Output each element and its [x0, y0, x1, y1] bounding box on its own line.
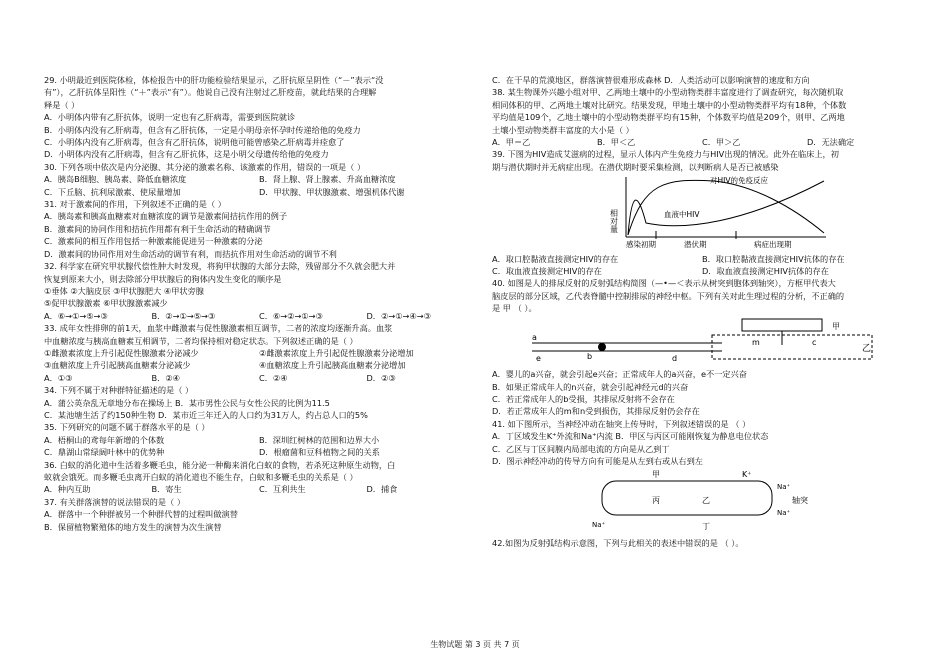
x3-label: 病症出现期 [754, 240, 792, 250]
question-options [44, 310, 474, 322]
question-block [44, 421, 474, 458]
question-pair [44, 434, 474, 446]
option: ④血糖浓度上升引起胰高血糖素分泌增加 [259, 360, 406, 371]
question-38-line: 土壤小型动物类群丰富度的大小是（ ） [492, 124, 634, 135]
question-block [44, 322, 474, 384]
svg-text:d: d [672, 353, 678, 363]
reflex-figure [492, 315, 912, 368]
question-40-line: 是 甲 （ ）。 [492, 303, 537, 314]
question-line: 34. 下列不属于对种群特征描述的是（ ） [44, 385, 194, 396]
option: ③血糖浓度上升引起胰高血糖素分泌减少 [44, 360, 191, 371]
question-40-line: 脑皮层的部分区域，乙代表脊髓中控制排尿的神经中枢。下列有关对此生理过程的分析，不正确的 [492, 290, 845, 301]
option: B．取口腔黏液直接测定HIV抗体的存在 [702, 253, 845, 264]
svg-text:K⁺: K⁺ [742, 470, 752, 480]
option: D．无法确定 [807, 137, 855, 148]
question-line: 32. 科学家在研究甲状腺代偿性肿大时发现，将狗甲状腺的大部分去除，残留部分不久就会肥大并 [44, 261, 396, 272]
option: ②雌激素浓度上升引起促性腺激素分泌增加 [259, 347, 414, 358]
svg-text:Na⁺: Na⁺ [777, 483, 791, 492]
option: B．②④ [151, 372, 180, 383]
question-block [44, 496, 474, 533]
question-39-pair [492, 253, 912, 265]
question-line: 36. 白蚁的消化道中生活着多鞭毛虫，能分泌一种酶来消化白蚁的食物，若杀死这种原生动物，白 [44, 459, 396, 470]
question-line: ①垂体 ②大脑皮层 ③甲状腺肥大 ④甲状旁腺 [44, 285, 204, 296]
option: A．小明体内带有乙肝抗体，说明一定也有乙肝病毒，需要到医院就诊 [44, 112, 296, 123]
left-column [44, 74, 474, 533]
x1-label: 感染初期 [626, 240, 656, 250]
question-line: 35. 下列研究的问题不属于群落水平的是（ ） [44, 422, 210, 433]
svg-text:c: c [812, 337, 817, 347]
option: B．②→①→⑤→③ [151, 310, 216, 321]
page-footer: 生物试题 第 3 页 共 7 页 [430, 640, 520, 649]
option: C．小明体内没有乙肝病毒，但含有乙肝抗体，说明他可能曾感染乙肝病毒并痊愈了 [44, 137, 345, 148]
question-40-line: 40. 如图是人的排尿反射的反射弧结构简图（—•—＜表示从树突到胞体到轴突），方框甲代表大 [492, 278, 836, 289]
question-block [44, 161, 474, 198]
option: C．②④ [259, 372, 288, 383]
question-38-line: 38. 某生物课外兴趣小组对甲、乙两地土壤中的小型动物类群丰富度进行了调查研究，每次随机取 [492, 87, 844, 98]
option: A．取口腔黏液直接测定HIV的存在 [492, 253, 619, 264]
option: A．梧桐山的鸢每年新增的个体数 [44, 434, 165, 445]
question-pair [44, 446, 474, 458]
immune-curve [628, 181, 824, 236]
option: C．互利共生 [259, 484, 306, 495]
option: A．⑥→①→⑤→③ [44, 310, 108, 321]
right-column [492, 74, 912, 549]
question-38-options [492, 136, 912, 148]
question-line: ⑤促甲状腺激素 ⑥甲状腺激素减少 [44, 298, 168, 309]
option: B．寄生 [151, 484, 182, 495]
svg-text:甲: 甲 [832, 321, 840, 331]
option: C．某池塘生活了约150种生物 D．某市近三年迁入的人口约为31万人，约占总人口的5% [44, 409, 368, 420]
svg-text:b: b [587, 351, 593, 361]
option: B．如果正常成年人的n兴奋，就会引起神经元d的兴奋 [492, 381, 689, 392]
option: D．小明体内没有乙肝病毒，但含有乙肝抗体，这是小明父母遗传给他的免疫力 [44, 149, 329, 160]
question-block [44, 384, 474, 421]
curve2-label: 血液中HIV [664, 210, 700, 220]
option: C．鼎湖山常绿阔叶林中的优势种 [44, 447, 165, 458]
question-line: 恢复到原来大小，则去除部分甲状腺后的狗体内发生变化的顺序是 [44, 273, 282, 284]
question-block [44, 459, 474, 496]
svg-text:乙: 乙 [702, 496, 710, 506]
svg-text:轴突: 轴突 [792, 496, 808, 506]
question-42-line: 42.如图为反射弧结构示意图，下列与此相关的表述中错误的是 （ ）。 [492, 537, 744, 548]
question-line: 释是（ ） [44, 99, 80, 110]
question-38-line: 平均值是109个，乙地土壤中的小型动物类群平均有15种，个体数平均值是209个，则甲、乙两地 [492, 112, 845, 123]
question-41-line: 41. 如下图所示，当神经冲动在轴突上传导时，下列叙述错误的是 （ ） [492, 418, 751, 429]
svg-text:a: a [532, 332, 537, 342]
question-block [44, 198, 474, 260]
axon-figure [592, 467, 912, 536]
option: A．甲＝乙 [492, 137, 531, 148]
option: D．图示神经冲动的传导方向有可能是从左到右或从右到左 [492, 455, 703, 466]
option: C．若正常成年人的b受损，其排尿反射将不会存在 [492, 393, 675, 404]
option: C．乙区与丁区间膜内局部电流的方向是从乙到丁 [492, 443, 670, 454]
question-line: 29. 小明最近到医院体检，体检报告中的肝功能检验结果显示，乙肝抗原呈阴性（“－”表示“没 [44, 75, 384, 85]
question-39-line: 期与潜伏期时并无病症出现。在潜伏期时要采集检测，以判断病人是否已被感染 [492, 161, 779, 172]
svg-text:Na⁺: Na⁺ [777, 509, 791, 518]
question-pair [44, 173, 474, 185]
svg-text:丙: 丙 [652, 496, 660, 506]
option: C．取血液直接测定HIV的存在 [492, 266, 602, 277]
question-block [44, 74, 474, 161]
option: A．胰岛B细胞、胰岛素、降低血糖浓度 [44, 174, 187, 185]
option: B．小明体内没有乙肝病毒，但含有乙肝抗体，一定是小明母亲怀孕时传递给他的免疫力 [44, 124, 361, 135]
question-options [44, 483, 474, 495]
option: A．胰岛素和胰高血糖素对血糖浓度的调节是激素间拮抗作用的例子 [44, 211, 288, 222]
option: D．激素间的协同作用对生命活动的调节有利，而拮抗作用对生命活动的调节不利 [44, 248, 337, 259]
option: C．在干旱的荒漠地区，群落演替很难形成森林 D．人类活动可以影响演替的速度和方向 [492, 75, 810, 85]
option: A．婴儿的a兴奋，就会引起e兴奋；正常成年人的a兴奋，e不一定兴奋 [492, 369, 747, 380]
question-line: 31. 对于激素间的作用，下列叙述不正确的是（ ） [44, 199, 226, 210]
hiv-figure [604, 173, 912, 252]
question-38-line: 相同体积的甲、乙两地土壤对比研究。结果发现，甲地土壤中的小型动物类群平均有18种，个体数 [492, 99, 847, 110]
option: D．根瘤菌和豆科植物之间的关系 [259, 447, 380, 458]
svg-text:m: m [752, 337, 760, 347]
question-39-pair [492, 265, 912, 277]
question-line: 33. 成年女性排卵的前1天，血浆中雌激素与促性腺激素相互调节，二者的浓度均逐渐升高。血浆 [44, 323, 393, 334]
option: C．甲＞乙 [702, 137, 741, 148]
svg-text:乙: 乙 [862, 343, 872, 354]
svg-text:甲: 甲 [652, 470, 660, 480]
option: B．肾上腺、肾上腺素、升高血糖浓度 [259, 174, 396, 185]
option: D．若正常成年人的m和n受到损伤，其排尿反射仍会存在 [492, 406, 700, 417]
question-line: 有”），乙肝抗体呈阳性（“＋”表示“有”）。他说自己没有注射过乙肝疫苗，就此结果的合理解 [44, 87, 377, 98]
option: D．②③ [366, 372, 396, 383]
option: B．激素间的协同作用和拮抗作用都有利于生命活动的精确调节 [44, 223, 271, 234]
x2-label: 潜伏期 [684, 240, 707, 250]
option: D．取血液直接测定HIV抗体的存在 [702, 266, 829, 277]
hiv-curve [628, 181, 824, 235]
option: ①雌激素浓度上升引起促性腺激素分泌减少 [44, 347, 199, 358]
option: A．蒲公英杂乱无章地分布在操场上 B．某市男性公民与女性公民的比例为11.5 [44, 397, 330, 408]
question-line: 中血糖浓度与胰高血糖素互相调节，二者均保持相对稳定状态。下列叙述正确的是（ ） [44, 335, 358, 346]
question-39-line: 39. 下图为HIV造成艾滋病的过程，显示人体内产生免疫力与HIV出现的情况。此外在临床上，初 [492, 149, 839, 160]
question-options [44, 372, 474, 384]
option: A．种内互助 [44, 484, 91, 495]
question-line: 37. 有关群落演替的说法错误的是（ ） [44, 496, 186, 507]
option: D．甲状腺、甲状腺激素、增强机体代谢 [259, 186, 405, 197]
question-line: 30. 下列各项中依次是内分泌腺、其分泌的激素名称、该激素的作用，错误的一项是（ ） [44, 161, 366, 172]
question-pair [44, 359, 474, 371]
option: D．②→①→④→③ [366, 310, 431, 321]
question-pair [44, 186, 474, 198]
option: D．捕食 [366, 484, 398, 495]
option: A．群落中一个种群被另一个种群代替的过程叫做演替 [44, 509, 238, 520]
question-line: 蚁就会饿死。而多鞭毛虫离开白蚁的消化道也不能生存，白蚁和多鞭毛虫的关系是（ ） [44, 472, 358, 482]
option: A．丁区域发生K⁺外流和Na⁺内流 B．甲区与丙区可能刚恢复为静息电位状态 [492, 431, 769, 442]
option: B．深圳红树林的范围和边界大小 [259, 434, 380, 445]
curve1-label: 对HIV的免疫反应 [710, 176, 768, 186]
y-label: 相对量 [609, 209, 619, 234]
option: B．甲＜乙 [597, 137, 636, 148]
option: A．①③ [44, 372, 73, 383]
option: B．保留植物繁殖体的地方发生的演替为次生演替 [44, 521, 222, 532]
question-block [44, 260, 474, 322]
question-pair [44, 347, 474, 359]
option: C．激素间的相互作用包括一种激素能促进另一种激素的分泌 [44, 236, 263, 247]
svg-text:丁: 丁 [702, 522, 710, 532]
option: C．⑥→②→①→③ [259, 310, 323, 321]
svg-text:e: e [536, 353, 541, 363]
option: C．下丘脑、抗利尿激素、使尿量增加 [44, 186, 181, 197]
svg-text:Na⁺: Na⁺ [592, 521, 606, 530]
